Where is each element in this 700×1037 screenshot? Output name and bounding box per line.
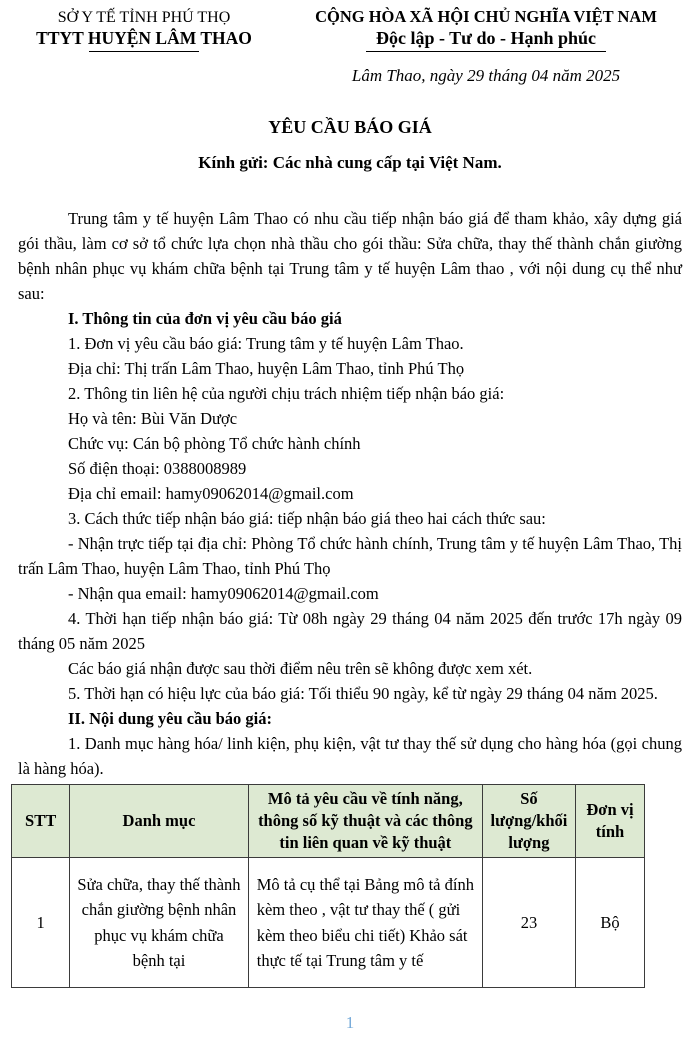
national-title: CỘNG HÒA XÃ HỘI CHỦ NGHĨA VIỆT NAM: [315, 7, 657, 26]
goods-table-header-cell-1: STT: [12, 785, 70, 858]
national-motto: Độc lập - Tư do - Hạnh phúc: [375, 28, 597, 48]
goods-table-row: [12, 858, 645, 988]
document-header: [18, 6, 682, 86]
goods-table: [11, 784, 645, 988]
body-paragraph-7: Chức vụ: Cán bộ phòng Tổ chức hành chính: [68, 434, 361, 453]
issuing-org-block: [18, 6, 270, 52]
body-paragraph-10: 3. Cách thức tiếp nhận báo giá: tiếp nhận báo giá theo hai cách thức sau:: [68, 509, 546, 528]
motto-underline: [366, 51, 606, 52]
body-paragraph-9: Địa chỉ email: hamy09062014@gmail.com: [68, 484, 354, 503]
goods-table-cell-1: 1: [12, 858, 70, 988]
goods-table-header-cell-3: Mô tả yêu cầu về tính năng, thông số kỹ thuật và các thông tin liên quan về kỹ thuật: [248, 785, 482, 858]
page-number: 1: [345, 1013, 355, 1032]
goods-table-header-row: [12, 785, 645, 858]
body-paragraph-8: Số điện thoại: 0388008989: [68, 459, 247, 478]
body-paragraph-15: 5. Thời hạn có hiệu lực của báo giá: Tối thiểu 90 ngày, kể từ ngày 29 tháng 04 năm 2025.: [68, 684, 658, 703]
place-date-line: Lâm Thao, ngày 29 tháng 04 năm 2025: [351, 66, 621, 85]
body-paragraph-12: - Nhận qua email: hamy09062014@gmail.com: [68, 584, 379, 603]
body-paragraph-13: 4. Thời hạn tiếp nhận báo giá: Từ 08h ngày 29 tháng 04 năm 2025 đến trước 17h ngày 09 tháng 05 năm 2025: [18, 609, 682, 653]
goods-table-header-cell-5: Đơn vị tính: [575, 785, 644, 858]
body-paragraph-6: Họ và tên: Bùi Văn Dược: [68, 409, 238, 428]
goods-table-cell-4: 23: [482, 858, 575, 988]
body-paragraph-14: Các báo giá nhận được sau thời điểm nêu trên sẽ không được xem xét.: [68, 659, 533, 678]
goods-table-head: [12, 785, 645, 858]
body-paragraph-4: Địa chỉ: Thị trấn Lâm Thao, huyện Lâm Thao, tỉnh Phú Thọ: [68, 359, 465, 378]
goods-table-cell-2: Sửa chữa, thay thế thành chắn giường bệnh nhân phục vụ khám chữa bệnh tại: [70, 858, 249, 988]
national-header-block: [290, 6, 682, 86]
document-title: YÊU CẦU BÁO GIÁ: [268, 117, 432, 137]
document-body: [18, 206, 682, 781]
issuer-underline: [89, 51, 199, 52]
goods-table-cell-3: Mô tả cụ thể tại Bảng mô tả đính kèm theo , vật tư thay thế ( gửi kèm theo biểu chi tiết) Khảo sát thực tế tại Trung tâm y tế: [248, 858, 482, 988]
goods-table-header-cell-4: Số lượng/khối lượng: [482, 785, 575, 858]
body-paragraph-3: 1. Đơn vị yêu cầu báo giá: Trung tâm y tế huyện Lâm Thao.: [68, 334, 464, 353]
goods-table-body: [12, 858, 645, 988]
body-paragraph-2: I. Thông tin của đơn vị yêu cầu báo giá: [68, 309, 342, 328]
goods-table-cell-5: Bộ: [575, 858, 644, 988]
salutation-line: Kính gửi: Các nhà cung cấp tại Việt Nam.: [198, 153, 502, 172]
body-paragraph-5: 2. Thông tin liên hệ của người chịu trách nhiệm tiếp nhận báo giá:: [68, 384, 505, 403]
body-paragraph-1: Trung tâm y tế huyện Lâm Thao có nhu cầu tiếp nhận báo giá để tham khảo, xây dựng giá gói thầu, làm cơ sở tổ chức lựa chọn nhà thầu cho gói thầu: Sửa chữa, thay thế thành chắn giường bệnh nhân phục vụ khám chữa bệnh tại Trung tâm y tế huyện Lâm thao , với nội dung cụ thể như sau:: [18, 209, 682, 303]
issuing-org-parent-name: SỞ Y TẾ TỈNH PHÚ THỌ: [57, 9, 231, 26]
goods-table-header-cell-2: Danh mục: [70, 785, 249, 858]
body-paragraph-11: - Nhận trực tiếp tại địa chỉ: Phòng Tổ chức hành chính, Trung tâm y tế huyện Lâm Thao, Thị trấn Lâm Thao, huyện Lâm Thao, tỉnh Phú Thọ: [18, 534, 682, 578]
body-paragraph-16: II. Nội dung yêu cầu báo giá:: [68, 709, 273, 728]
issuing-org-name: TTYT HUYỆN LÂM THAO: [36, 28, 252, 48]
body-paragraph-17: 1. Danh mục hàng hóa/ linh kiện, phụ kiện, vật tư thay thế sử dụng cho hàng hóa (gọi chung là hàng hóa).: [18, 734, 682, 778]
